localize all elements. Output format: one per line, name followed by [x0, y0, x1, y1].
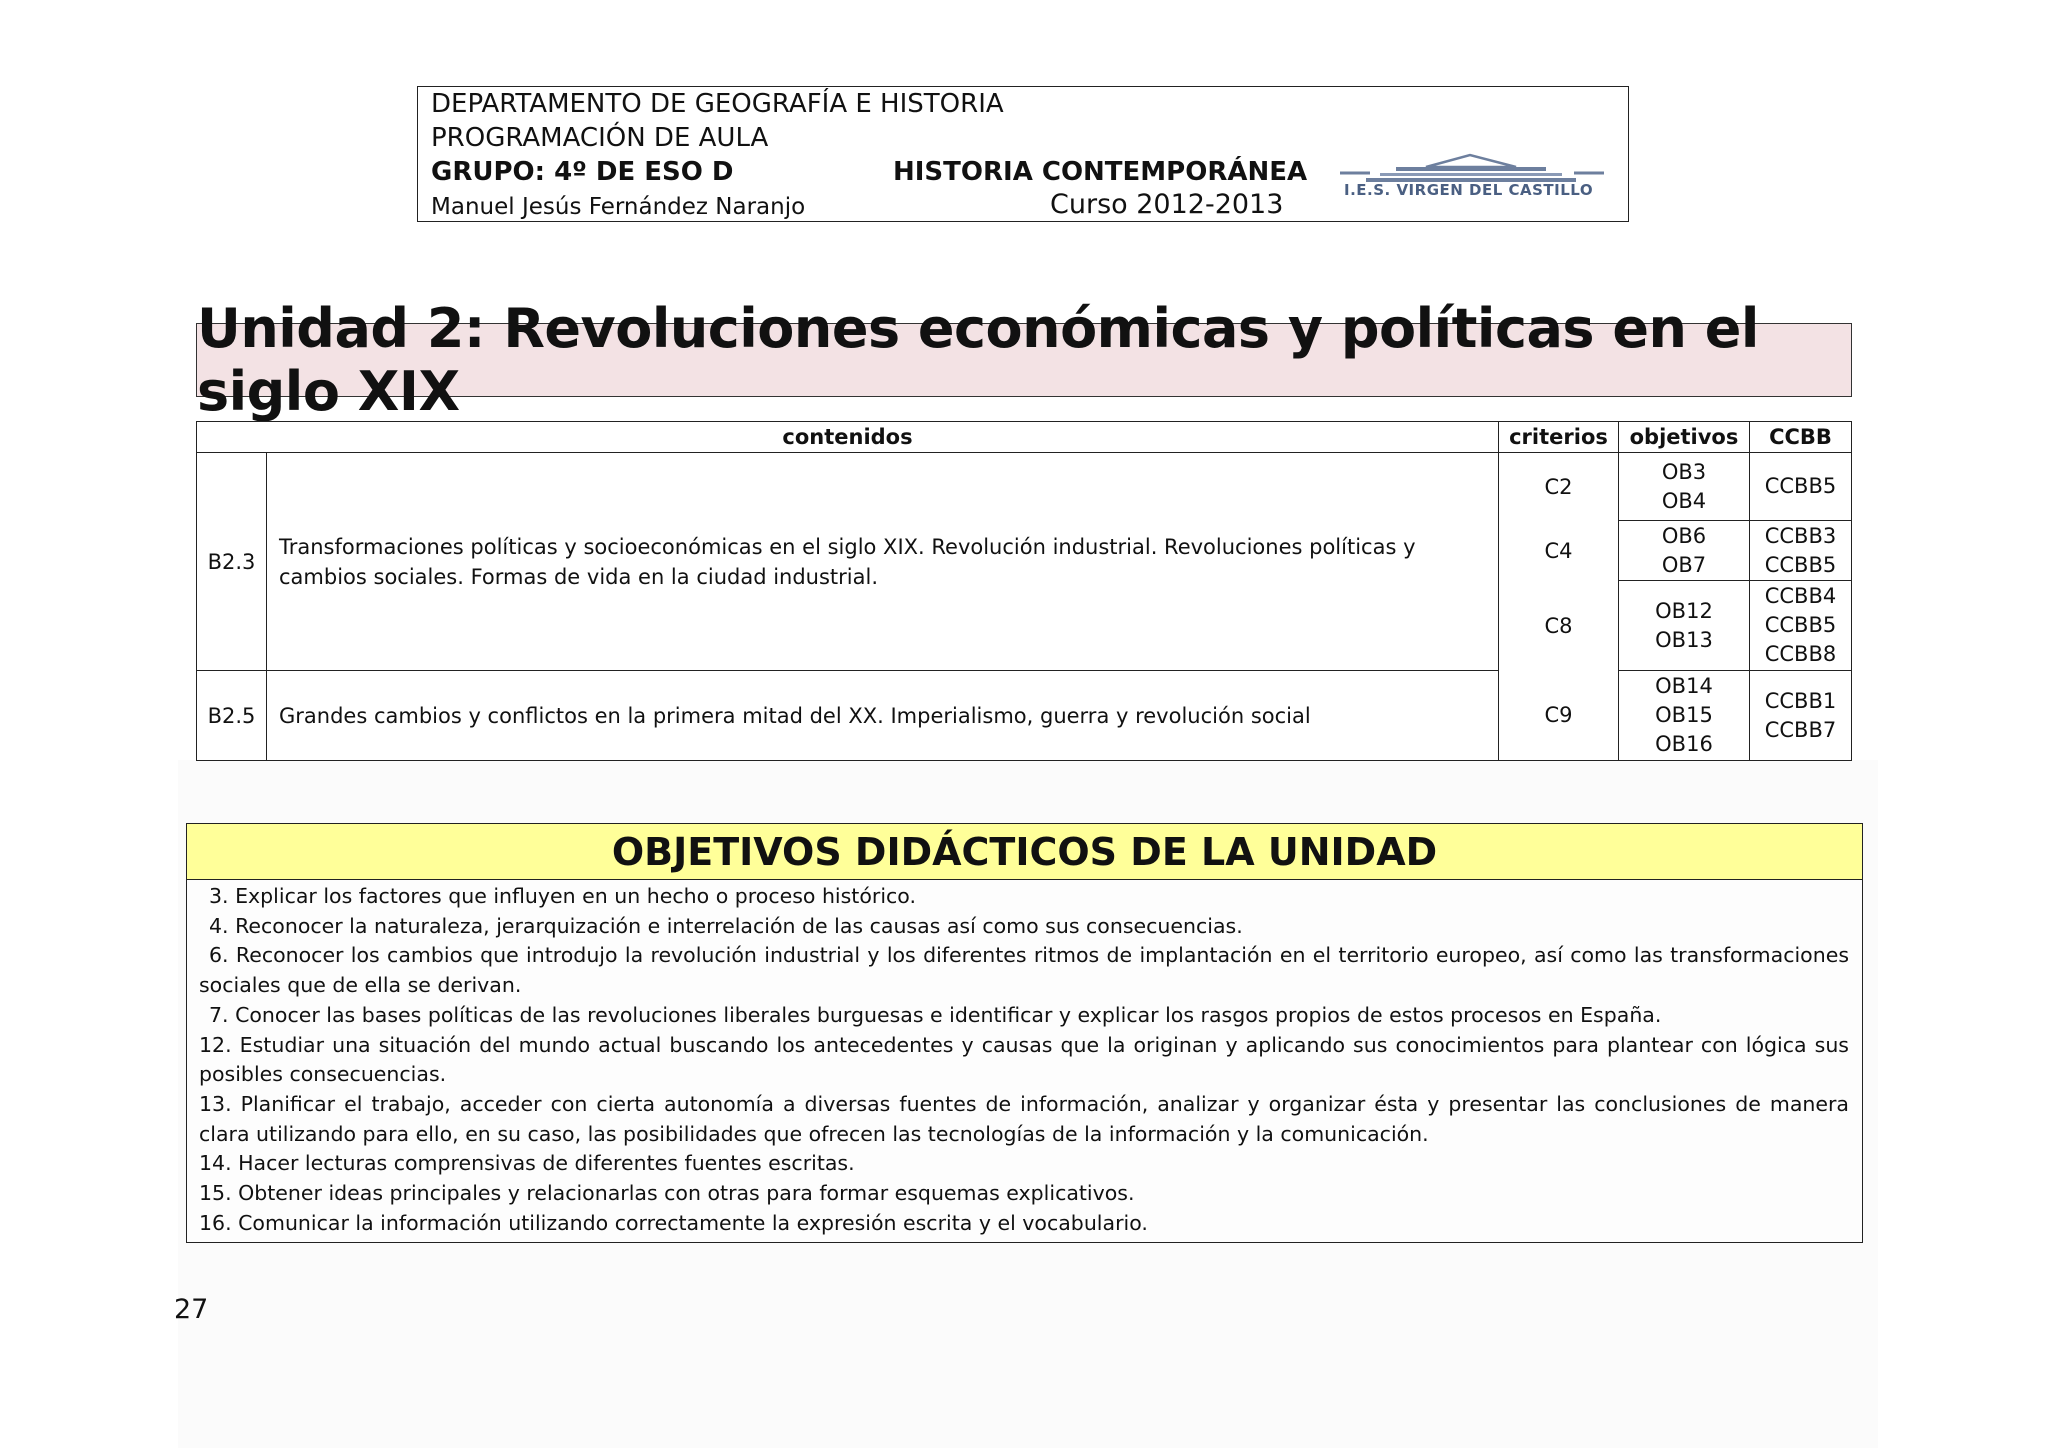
school-logo-text: I.E.S. VIRGEN DEL CASTILLO — [1344, 181, 1594, 199]
block-contents: Transformaciones políticas y socioeconómicas en el siglo XIX. Revolución industrial. Revoluciones políticas y cambios sociales. Formas de vida en la ciudad industrial. — [267, 453, 1499, 671]
objectives-box — [186, 823, 1863, 1243]
objective-item: 6. Reconocer los cambios que introdujo la revolución industrial y los diferentes ritmos de implantación en el territorio europeo, así como las transformaciones sociales que de ella se derivan. — [199, 943, 1849, 998]
school-logo — [1336, 151, 1606, 207]
objective-item: 7. Conocer las bases políticas de las revoluciones liberales burguesas e identificar y explicar los rasgos propios de estos procesos en España. — [209, 1002, 1662, 1027]
ccbb-code: CCBB1 — [1764, 688, 1837, 713]
subject-name: HISTORIA CONTEMPORÁNEA — [893, 157, 1308, 187]
criterion: C9 — [1499, 671, 1619, 761]
unit-title-box — [196, 297, 1852, 423]
ccbb-code: CCBB8 — [1764, 642, 1837, 666]
ccbb-group — [1750, 453, 1852, 521]
school-building-icon — [1336, 151, 1606, 185]
objective-code: OB13 — [1655, 627, 1713, 652]
objective-item: 16. Comunicar la información utilizando correctamente la expresión escrita y el vocabulario. — [199, 1210, 1148, 1235]
objectives-header — [187, 824, 1862, 880]
ccbb-code: CCBB5 — [1764, 552, 1837, 577]
objective-code: OB7 — [1661, 552, 1707, 577]
ccbb-code: CCBB5 — [1764, 613, 1837, 637]
objective-code: OB4 — [1661, 488, 1707, 513]
course-year: Curso 2012-2013 — [1050, 189, 1284, 220]
header-ccbb: CCBB — [1750, 422, 1852, 453]
objectives-list — [187, 880, 1862, 1238]
block-code: B2.3 — [197, 453, 267, 671]
objective-item: 3. Explicar los factores que influyen en un hecho o proceso histórico. — [209, 884, 916, 908]
objective-item: 13. Planificar el trabajo, acceder con cierta autonomía a diversas fuentes de información, analizar y organizar ésta y presentar las conclusiones de manera clara utilizando para ello, en su caso, las posibilidades que ofrecen las tecnologías de la información y la comunicación. — [199, 1091, 1849, 1146]
unit-title: Unidad 2: Revoluciones económicas y políticas en el siglo XIX — [197, 297, 1759, 423]
objective-code: OB15 — [1655, 703, 1713, 727]
header-objectives: objetivos — [1619, 422, 1750, 453]
block-code: B2.5 — [197, 671, 267, 761]
teacher-name: Manuel Jesús Fernández Naranjo — [431, 194, 806, 220]
objective-item: 12. Estudiar una situación del mundo actual buscando los antecedentes y causas que la originan y aplicando sus conocimientos para plantear con lógica sus posibles consecuencias. — [199, 1032, 1849, 1087]
ccbb-group — [1750, 671, 1852, 761]
ccbb-group — [1750, 521, 1852, 581]
objective-group — [1619, 521, 1750, 581]
document-header — [417, 86, 1629, 222]
objectives-title: OBJETIVOS DIDÁCTICOS DE LA UNIDAD — [611, 829, 1438, 874]
objective-code: OB14 — [1655, 674, 1713, 698]
ccbb-code: CCBB5 — [1764, 474, 1837, 498]
objective-code: OB3 — [1661, 459, 1707, 484]
group-label: GRUPO: 4º DE ESO D — [431, 157, 734, 187]
criterion: C8 — [1499, 581, 1619, 671]
department-name: DEPARTAMENTO DE GEOGRAFÍA E HISTORIA — [431, 89, 1004, 119]
header-criteria: criterios — [1499, 422, 1619, 453]
ccbb-code: CCBB4 — [1764, 584, 1837, 608]
page-number: 27 — [174, 1294, 209, 1325]
criterion: C2 — [1499, 453, 1619, 521]
objective-code: OB6 — [1661, 523, 1707, 548]
criterion: C4 — [1499, 521, 1619, 581]
objective-group — [1619, 581, 1750, 671]
block-contents: Grandes cambios y conflictos en la primera mitad del XX. Imperialismo, guerra y revolución social — [267, 671, 1499, 761]
ccbb-code: CCBB7 — [1764, 717, 1837, 742]
objective-item: 4. Reconocer la naturaleza, jerarquización e interrelación de las causas así como sus consecuencias. — [209, 913, 1243, 938]
contents-table — [196, 421, 1852, 761]
objective-item: 15. Obtener ideas principales y relacionarlas con otras para formar esquemas explicativos. — [199, 1181, 1135, 1206]
program-name: PROGRAMACIÓN DE AULA — [431, 123, 769, 153]
objective-group — [1619, 671, 1750, 761]
objective-code: OB16 — [1655, 732, 1713, 756]
header-contents: contenidos — [197, 422, 1499, 453]
ccbb-code: CCBB3 — [1764, 523, 1837, 548]
objective-item: 14. Hacer lecturas comprensivas de diferentes fuentes escritas. — [199, 1151, 855, 1176]
objective-group — [1619, 453, 1750, 521]
ccbb-group — [1750, 581, 1852, 671]
objective-code: OB12 — [1655, 598, 1713, 623]
